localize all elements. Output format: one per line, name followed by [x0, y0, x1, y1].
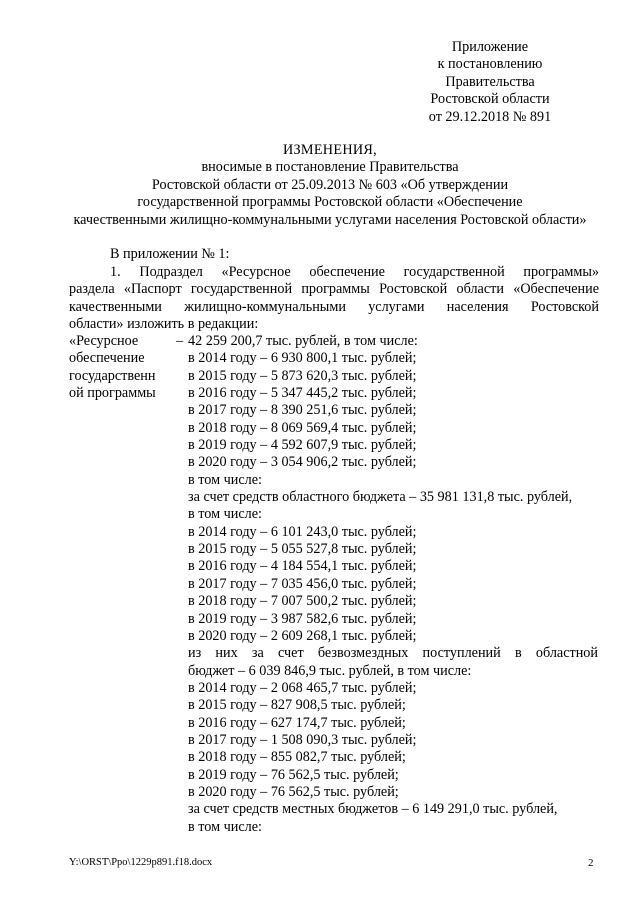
document-title: ИЗМЕНЕНИЯ,	[282, 142, 378, 158]
resource-label-line: обеспечение	[69, 350, 145, 367]
value-line: в 2020 году – 2 609 268,1 тыс. рублей;	[188, 627, 417, 644]
resource-label-line: ой программы	[69, 385, 156, 402]
value-line: в 2018 году – 7 007 500,2 тыс. рублей;	[188, 593, 417, 610]
value-line: 42 259 200,7 тыс. рублей, в том числе:	[188, 333, 418, 349]
appendix-line: Правительства	[445, 73, 535, 90]
resource-label-line: «Ресурсное	[69, 333, 139, 349]
value-line: в 2018 году – 855 082,7 тыс. рублей;	[188, 749, 406, 766]
value-line: в 2019 году – 4 592 607,9 тыс. рублей;	[188, 437, 417, 454]
paragraph-line: качественными жилищно-коммунальными услугами населения Ростовской	[69, 298, 599, 315]
value-line: в 2014 году – 6 930 800,1 тыс. рублей;	[188, 350, 417, 367]
body-paragraph	[69, 264, 599, 334]
subtitle-line: государственной программы Ростовской области «Обеспечение	[137, 194, 523, 211]
value-line: за счет средств местных бюджетов – 6 149 291,0 тыс. рублей,	[188, 801, 558, 818]
value-line: в 2015 году – 5 055 527,8 тыс. рублей;	[188, 541, 417, 558]
subtitle-line: Ростовской области от 25.09.2013 № 603 «Об утверждении	[151, 176, 509, 193]
value-line: в 2015 году – 827 908,5 тыс. рублей;	[188, 697, 406, 714]
value-line: в 2019 году – 76 562,5 тыс. рублей;	[188, 766, 399, 783]
document-subtitle	[40, 159, 620, 229]
appendix-line: Ростовской области	[430, 91, 550, 108]
appendix-line: от 29.12.2018 № 891	[428, 108, 552, 125]
value-line: в 2017 году – 7 035 456,0 тыс. рублей;	[188, 575, 417, 592]
subtitle-line: вносимые в постановление Правительства	[201, 159, 459, 175]
value-line: в 2020 году – 76 562,5 тыс. рублей;	[188, 783, 399, 800]
value-line: в 2016 году – 5 347 445,2 тыс. рублей;	[188, 385, 417, 402]
paragraph-line: раздела «Паспорт государственной программы Ростовской области «Обеспечение	[69, 281, 599, 298]
value-line: в том числе:	[188, 818, 262, 835]
column-dash: –	[176, 333, 184, 349]
value-line: в том числе:	[188, 471, 262, 488]
value-line: бюджет – 6 039 846,9 тыс. рублей, в том числе:	[188, 662, 472, 679]
resource-label-column	[69, 333, 169, 403]
resource-values-column	[188, 333, 598, 836]
value-line: в 2019 году – 3 987 582,6 тыс. рублей;	[188, 610, 417, 627]
value-line: в том числе:	[188, 506, 262, 523]
value-line: в 2015 году – 5 873 620,3 тыс. рублей;	[188, 367, 417, 384]
value-line: в 2014 году – 6 101 243,0 тыс. рублей;	[188, 523, 417, 540]
value-line: за счет средств областного бюджета – 35 981 131,8 тыс. рублей,	[188, 489, 573, 506]
paragraph-line: 1. Подраздел «Ресурсное обеспечение государственной программы»	[110, 264, 599, 280]
resource-label-line: государственн	[69, 367, 156, 384]
value-line: из них за счет безвозмездных поступлений в областной	[188, 645, 598, 662]
paragraph-line: области» изложить в редакции:	[69, 316, 259, 333]
value-line: в 2016 году – 4 184 554,1 тыс. рублей;	[188, 558, 417, 575]
value-line: в 2014 году – 2 068 465,7 тыс. рублей;	[188, 679, 417, 696]
subtitle-line: качественными жилищно-коммунальными услугами населения Ростовской области»	[73, 211, 587, 228]
value-line: в 2018 году – 8 069 569,4 тыс. рублей;	[188, 419, 417, 436]
value-line: в 2017 году – 1 508 090,3 тыс. рублей;	[188, 731, 417, 748]
page-number: 2	[588, 857, 594, 869]
appendix-line: Приложение	[451, 39, 529, 55]
appendix-block	[400, 39, 580, 126]
value-line: в 2020 году – 3 054 906,2 тыс. рублей;	[188, 454, 417, 471]
intro-text: В приложении № 1:	[110, 246, 230, 262]
value-line: в 2016 году – 627 174,7 тыс. рублей;	[188, 714, 406, 731]
footer-file-path: Y:\ORST\Ppo\1229p891.f18.docx	[69, 857, 213, 868]
value-line: в 2017 году – 8 390 251,6 тыс. рублей;	[188, 402, 417, 419]
appendix-line: к постановлению	[437, 56, 543, 73]
